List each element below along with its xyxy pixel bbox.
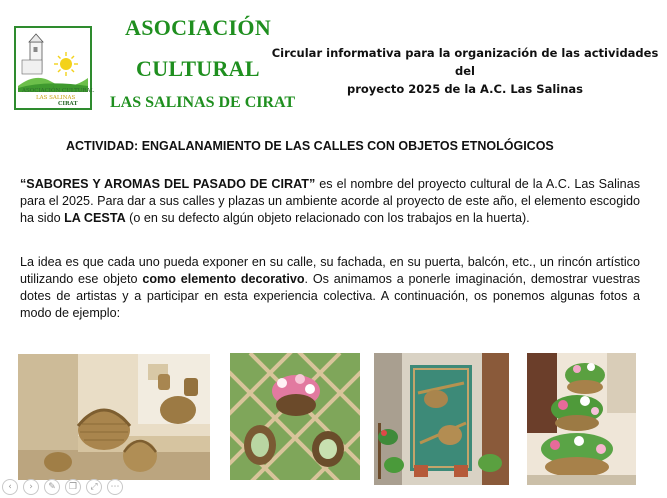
edit-icon[interactable]: ✎ <box>44 479 60 495</box>
paragraph2-text-a: La idea es que cada uno pueda exponer en su calle, su fachada, en su puerta, balcón, etc., un rincón artístico utilizando ese objeto <box>20 255 640 286</box>
project-name: “SABORES Y AROMAS DEL PASADO DE CIRAT” <box>20 177 316 191</box>
paragraph1-text-a: es el nombre del proyecto cultural de la A.C. Las Salinas para el 2025. Para dar a sus calles y plazas un ambiente acorde al proyecto de este año, el elemento escogido ha sido <box>20 177 640 225</box>
org-name-line2: CULTURAL <box>136 56 260 81</box>
fullscreen-icon[interactable]: ⤢ <box>86 479 102 495</box>
next-icon[interactable]: › <box>23 479 39 495</box>
prev-icon[interactable]: ‹ <box>2 479 18 495</box>
example-photo-door-baskets <box>374 353 509 485</box>
example-photo-lattice-baskets <box>230 353 360 480</box>
example-photo-stacked-baskets <box>527 353 636 485</box>
copy-icon[interactable]: ❐ <box>65 479 81 495</box>
more-icon[interactable]: ⋯ <box>107 479 123 495</box>
org-name-line1: ASOCIACIÓN <box>125 15 272 40</box>
chosen-element: LA CESTA <box>64 211 126 225</box>
logo-text-line3: CIRAT <box>58 101 78 107</box>
logo-text-line1: ASOCIACIÓN CULTURAL <box>22 88 95 94</box>
paragraph2-text-b: . Os animamos a ponerle imaginación, demostrar vuestras dotes de artistas y a participar en esta experiencia colectiva. A continuación, os ponemos algunas fotos a modo de ejemplo: <box>20 272 641 320</box>
activity-title: ACTIVIDAD: ENGALANAMIENTO DE LAS CALLES CON OBJETOS ETNOLÓGICOS <box>66 139 554 153</box>
slide-toolbar <box>2 478 123 496</box>
association-logo <box>14 26 95 110</box>
example-photo-baskets-steps <box>18 354 210 480</box>
org-name-line3: LAS SALINAS DE CIRAT <box>110 94 296 111</box>
decorative-element-emphasis: como elemento decorativo <box>142 272 305 286</box>
circular-line1: Circular informativa para la organización de las actividades del <box>271 46 659 78</box>
paragraph-project <box>20 176 640 227</box>
paragraph-idea <box>20 254 640 322</box>
circular-subtitle <box>270 44 660 98</box>
paragraph1-text-b: (o en su defecto algún objeto relacionado con los trabajos en la huerta). <box>125 211 530 225</box>
logo-text-line2: LAS SALINAS <box>36 95 76 101</box>
circular-line2: proyecto 2025 de la A.C. Las Salinas <box>346 82 584 96</box>
